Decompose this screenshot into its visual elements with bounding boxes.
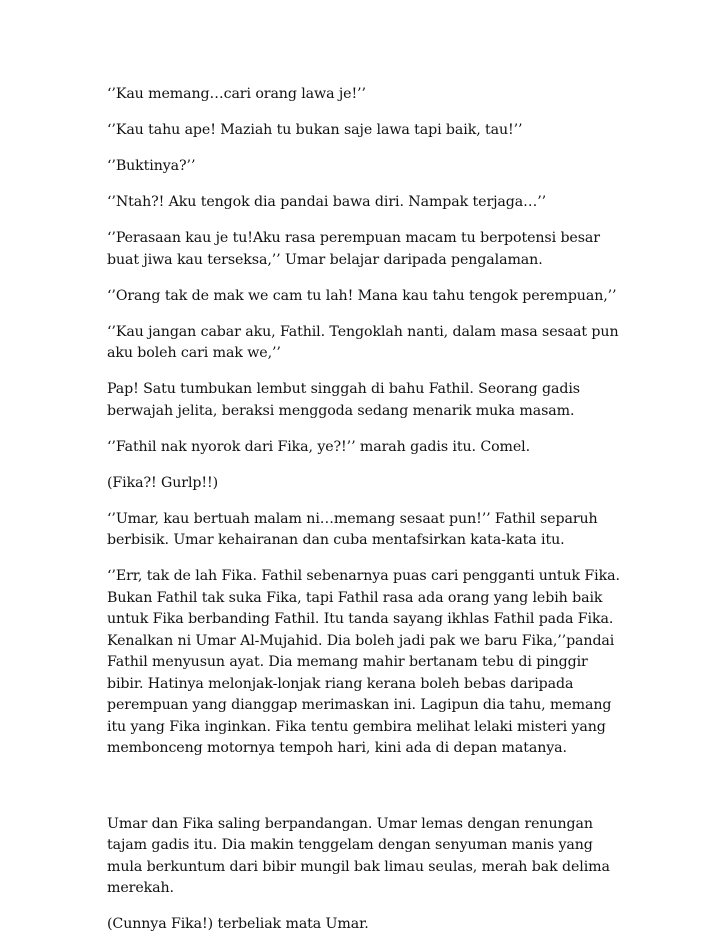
paragraph: ‘’Err, tak de lah Fika. Fathil sebenarnya puas cari pengganti untuk Fika. Bukan Fathil tak suka Fika, tapi Fathil rasa ada orang yang lebih baik untuk Fika berbanding Fathil. Itu tanda sayang ikhlas Fathil pada Fika. Kenalkan ni Umar Al-Mujahid. Dia boleh jadi pak we baru Fika,’’pandai Fathil menyusun ayat. Dia memang mahir bertanam tebu di pinggir bibir. Hatinya melonjak-lonjak riang kerana boleh bebas daripada perempuan yang dianggap merimaskan ini. Lagipun dia tahu, memang itu yang Fika inginkan. Fika tentu gembira melihat lelaki misteri yang membonceng motornya tempoh hari, kini ada di depan matanya.	[107, 568, 620, 756]
paragraph: ‘’Buktinya?’’	[107, 158, 196, 174]
paragraph: ‘’Umar, kau bertuah malam ni…memang sesaat pun!’’ Fathil separuh berbisik. Umar kehairanan dan cuba mentafsirkan kata-kata itu.	[107, 510, 598, 548]
paragraph: Pap! Satu tumbukan lembut singgah di bahu Fathil. Seorang gadis berwajah jelita, beraksi menggoda sedang menarik muka masam.	[107, 381, 580, 419]
paragraph: Umar dan Fika saling berpandangan. Umar lemas dengan renungan tajam gadis itu. Dia makin tenggelam dengan senyuman manis yang mula berkuntum dari bibir mungil bak limau seulas, merah bak delima merekah.	[107, 815, 610, 896]
paragraph: ‘’Ntah?! Aku tengok dia pandai bawa diri. Nampak terjaga…’’	[107, 194, 547, 210]
paragraph: ‘’Kau memang…cari orang lawa je!’’	[107, 86, 366, 102]
paragraph: ‘’Perasaan kau je tu!Aku rasa perempuan macam tu berpotensi besar buat jiwa kau terseksa,’’ Umar belajar daripada pengalaman.	[107, 230, 600, 268]
document-page	[107, 84, 627, 950]
paragraph: (Cunnya Fika!) terbeliak mata Umar.	[107, 916, 369, 932]
paragraph: (Fika?! Gurlp!!)	[107, 474, 218, 491]
paragraph: ‘’Kau tahu ape! Maziah tu bukan saje lawa tapi baik, tau!’’	[107, 122, 523, 138]
paragraph: ‘’Kau jangan cabar aku, Fathil. Tengoklah nanti, dalam masa sesaat pun aku boleh cari mak we,’’	[107, 323, 619, 361]
paragraph: ‘’Fathil nak nyorok dari Fika, ye?!’’ marah gadis itu. Comel.	[107, 438, 531, 455]
paragraph: ‘’Orang tak de mak we cam tu lah! Mana kau tahu tengok perempuan,’’	[107, 287, 617, 304]
